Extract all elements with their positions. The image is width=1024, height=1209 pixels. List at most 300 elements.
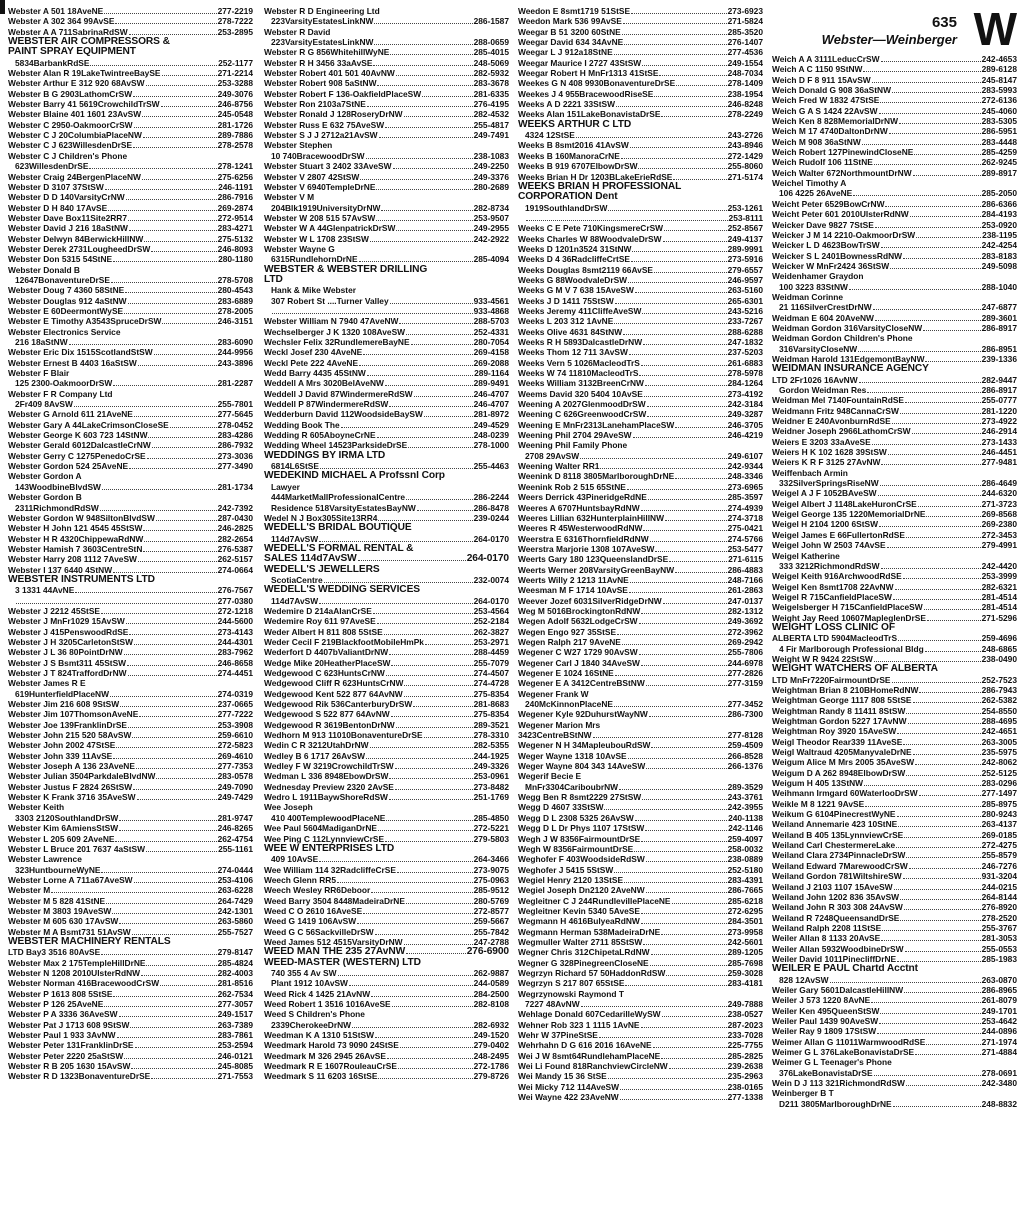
- dot-leader: [906, 1085, 981, 1086]
- listing-name: Weddell A Mrs 3020BelAveNW: [264, 378, 384, 389]
- dot-leader: [888, 454, 981, 455]
- dot-leader: [135, 1047, 217, 1048]
- listing-row: [772, 540, 1017, 550]
- listing-row: [772, 251, 1017, 261]
- listing-row: [772, 571, 1017, 581]
- listing-phone: 277-7353: [217, 761, 253, 772]
- dot-leader: [132, 934, 217, 935]
- listing-phone: 245-8085: [217, 1061, 253, 1072]
- listing-heading: [8, 47, 253, 57]
- listing-phone: 276-6900: [466, 947, 509, 958]
- listing-row: [772, 882, 1017, 892]
- listing-phone: 286-7665: [727, 885, 763, 896]
- listing-name: Wegener C W27 1729 90AvSW: [518, 647, 638, 658]
- dot-leader: [127, 665, 217, 666]
- listing-phone: 274-0444: [217, 864, 253, 875]
- listing-row: [264, 792, 509, 802]
- dot-leader: [134, 882, 217, 883]
- listing-name: Wegen Adolf 5632LodgeCrSW: [518, 616, 638, 627]
- dot-leader: [641, 365, 727, 366]
- listing-row: [264, 296, 509, 306]
- listing-name: Wedhorn M 913 11010BonaventureDrSE: [264, 730, 423, 741]
- listing-phone: 288-4459: [473, 647, 509, 658]
- listing-row: [8, 78, 253, 88]
- listing-row: [518, 16, 763, 26]
- listing-name: Wedro L 1911BaywShoreRdSW: [264, 792, 388, 803]
- listing-phone: 285-6218: [727, 895, 763, 906]
- listing-phone: 279-8147: [217, 947, 253, 958]
- listing-name: Weenink D 8118 3805MarlboroughDrNE: [518, 471, 675, 482]
- listing-name: 619HunterfieldPlaceNW: [15, 688, 110, 699]
- listing-name: Weiers E 3203 33aAveSE: [772, 436, 871, 447]
- dot-leader: [272, 313, 473, 314]
- listing-row: [772, 644, 1017, 654]
- listing-name: Webster R D 1323BonaventureDrSE: [8, 1071, 151, 1082]
- listing-phone: 286-6366: [981, 198, 1017, 209]
- listing-phone: 288-6288: [727, 326, 763, 337]
- listing-name: Weich A A 3111LeducCrSW: [772, 54, 880, 64]
- listing-phone: 289-6128: [981, 64, 1017, 75]
- dot-leader: [144, 541, 216, 542]
- listing-row: [772, 685, 1017, 695]
- listing-phone: 289-3601: [981, 312, 1017, 323]
- listing-name: Weidman Harold 131EdgemontBayNW: [772, 353, 925, 364]
- listing-phone: 282-5932: [473, 68, 509, 79]
- listing-row: [8, 378, 253, 388]
- dot-leader: [642, 65, 726, 66]
- listing-row: [264, 378, 509, 388]
- listing-phone: 255-8579: [981, 850, 1017, 861]
- listing-name: Wegner G 328PinegreenCloseNE: [518, 957, 649, 968]
- dot-leader: [629, 354, 727, 355]
- listing-row: [772, 706, 1017, 716]
- listing-name: Webster F Blair: [8, 368, 70, 379]
- listing-phone: 274-0319: [217, 688, 253, 699]
- dot-leader: [872, 444, 981, 445]
- listing-row: [518, 751, 763, 761]
- dot-leader: [146, 85, 217, 86]
- listing-name: Webster E 60DeermontWySE: [8, 305, 124, 316]
- dot-leader: [890, 268, 980, 269]
- listing-phone: 282-5355: [473, 740, 509, 751]
- listing-name: Wegg D L 2308 5325 26AvSW: [518, 812, 634, 823]
- listing-phone: 255-7079: [473, 657, 509, 668]
- listing-row: [264, 140, 509, 150]
- listing-name: 114d7AvSW: [271, 533, 319, 544]
- listing-name: Weening Phil 2704 29AveSW: [518, 430, 632, 441]
- dot-leader: [154, 354, 217, 355]
- listing-phone: 283-5305: [981, 116, 1017, 127]
- listing-phone: 255-1161: [218, 843, 253, 854]
- dot-leader: [908, 723, 981, 724]
- listing-phone: 277-5645: [217, 409, 253, 420]
- listing-name: WEBSTER MACHINERY RENTALS: [8, 936, 171, 947]
- dot-leader: [629, 592, 727, 593]
- listing-phone: 288-5703: [473, 316, 509, 327]
- dot-leader: [413, 706, 472, 707]
- listing-name: Wegmann Herman 538MadeiraDrNE: [518, 926, 661, 937]
- listing-name: Wegener Frank W: [518, 688, 589, 699]
- listing-row: [264, 896, 509, 906]
- dot-leader: [138, 561, 217, 562]
- listing-row: [8, 978, 253, 988]
- dot-leader: [639, 375, 726, 376]
- listing-name: Weightman Gordon 5227 17AvNW: [772, 716, 907, 726]
- listing-row: [772, 892, 1017, 902]
- listing-row: [264, 730, 509, 740]
- listing-heading: [264, 565, 509, 575]
- listing-name: Weeks Thom 12 711 3AvSW: [518, 347, 628, 358]
- listing-row: [518, 461, 763, 471]
- listing-name: Weicht Peter 601 2010UlsterRdNW: [772, 209, 909, 220]
- listing-phone: 253-1261: [727, 202, 763, 213]
- listing-row: [772, 375, 1017, 385]
- dot-leader: [600, 468, 726, 469]
- listing-phone: 253-5477: [727, 543, 763, 554]
- dot-leader: [124, 654, 217, 655]
- dot-leader: [366, 758, 473, 759]
- dot-leader: [654, 272, 727, 273]
- dot-leader: [404, 685, 472, 686]
- listing-phone: 286-7916: [217, 192, 253, 203]
- listing-row: [8, 606, 253, 616]
- listing-row: [518, 658, 763, 668]
- dot-leader: [881, 247, 981, 248]
- dot-leader: [115, 23, 216, 24]
- dot-leader: [144, 241, 216, 242]
- listing-name: Weerstra E 6316ThornfieldRdNW: [518, 533, 649, 544]
- dot-leader: [119, 1016, 217, 1017]
- listing-row: [772, 778, 1017, 788]
- listing-row: [264, 99, 509, 109]
- listing-name: Weimer Allan G 11011WarmwoodRdSE: [772, 1036, 926, 1047]
- listing-phone: 285-2050: [981, 188, 1017, 199]
- listing-name: Weight W R 9424 22StSW: [772, 653, 873, 664]
- listing-name: Wedley F W 3219CrowchildTrSW: [264, 761, 394, 772]
- listing-phone: 271-1974: [981, 1036, 1017, 1047]
- listing-phone: 283-6090: [217, 337, 253, 347]
- dot-leader: [106, 903, 216, 904]
- listing-row: [518, 1071, 763, 1081]
- listing-row: [518, 616, 763, 626]
- listing-row: [264, 575, 509, 585]
- listing-row: [772, 1026, 1017, 1036]
- dot-leader: [661, 934, 726, 935]
- listing-row: [264, 337, 509, 347]
- dot-leader: [386, 820, 472, 821]
- listing-name: Wedley B 6 1717 26AvSW: [264, 750, 366, 761]
- listing-name: Weichel Timothy A: [772, 178, 847, 189]
- listing-name: Weicker L D 4623BowTrSW: [772, 240, 880, 251]
- listing-phone: 252-5180: [727, 864, 763, 875]
- dot-leader: [647, 416, 726, 417]
- dot-leader: [124, 1058, 216, 1059]
- listing-row: [518, 1051, 763, 1061]
- listing-name: Weigum Alice M Mrs 2005 35AveSW: [772, 757, 915, 768]
- listing-name: Webster M: [8, 885, 51, 896]
- listing-phone: 244-4301: [217, 636, 253, 647]
- listing-name: Wedgewood Rik 536CanterburyDrSW: [264, 699, 413, 710]
- listing-name: Webster P 126 25AveNE: [8, 999, 104, 1009]
- dot-leader: [915, 1054, 980, 1055]
- listing-name: Webster Eric Dix 1515ScotlandStSW: [8, 347, 153, 358]
- listing-phone: 289-8917: [981, 167, 1017, 178]
- listing-phone: 281-6335: [473, 88, 509, 99]
- listing-name: Webster A 302 364 99AvSE: [8, 16, 115, 27]
- listing-row: [772, 178, 1017, 188]
- listing-name: Webster C J Children's Phone: [8, 150, 128, 161]
- listing-name: Webster Max 2 175TempleHillDrNE: [8, 957, 146, 968]
- listing-row: [518, 337, 763, 347]
- listing-phone: 259-4509: [727, 740, 763, 751]
- listing-phone: 279-0402: [473, 1040, 509, 1051]
- dot-leader: [148, 437, 216, 438]
- listing-row: [264, 658, 509, 668]
- listing-name: Weeks G M V 7 638 15AveSW: [518, 285, 634, 296]
- listing-row: [264, 358, 509, 368]
- listing-phone: 277-2219: [217, 6, 253, 16]
- listing-name: Weiler J 573 1220 8AvNE: [772, 995, 871, 1006]
- dot-leader: [146, 965, 216, 966]
- listing-name: Weddell P 87WindermereRdSW: [264, 399, 389, 410]
- dot-leader: [115, 841, 216, 842]
- listing-name: Webster G Arnold 611 21AveNE: [8, 409, 133, 420]
- listing-phone: 248-3346: [727, 471, 763, 482]
- listing-row: [518, 368, 763, 378]
- dot-leader: [913, 754, 981, 755]
- listing-name: Wegh J W 8356FairmountDrSE: [518, 833, 641, 844]
- listing-phone: 253-2971: [473, 636, 509, 647]
- listing-name: Weeks R H 5893DalcastleDrNW: [518, 337, 643, 347]
- listing-row: [772, 871, 1017, 881]
- listing-row: [8, 1051, 253, 1061]
- listing-name: Webster Ernest B 4403 16aStSW: [8, 357, 137, 368]
- listing-row: [518, 440, 763, 450]
- listing-row: [772, 209, 1017, 219]
- dot-leader: [117, 1037, 217, 1038]
- listing-row: [518, 937, 763, 947]
- listing-row: [518, 1020, 763, 1030]
- listing-phone: 285-3597: [727, 492, 763, 503]
- listing-row: [772, 530, 1017, 540]
- listing-row: [518, 534, 763, 544]
- listing-row: [264, 27, 509, 37]
- dot-leader: [385, 841, 473, 842]
- listing-name: Webster R H 3456 33aAvSE: [264, 57, 373, 68]
- listing-row: [8, 585, 253, 595]
- listing-name: Webster William N 7940 47AveNW: [264, 316, 399, 327]
- dot-leader: [593, 737, 727, 738]
- listing-row: [772, 1016, 1017, 1026]
- listing-phone: 282-9447: [981, 374, 1017, 385]
- listing-row: [518, 823, 763, 833]
- listing-phone: 285-3520: [727, 26, 763, 37]
- dot-leader: [373, 613, 473, 614]
- listing-name: Weed S Children's Phone: [264, 1009, 365, 1020]
- listing-phone: 248-2495: [473, 1050, 509, 1061]
- listing-name: Weiler Gary 5601DalcastleHillNW: [772, 984, 904, 995]
- listing-name: Weder Albert H 811 808 5StSE: [264, 626, 383, 637]
- listing-phone: 282-4003: [217, 967, 253, 978]
- listing-phone: 285-9512: [473, 885, 509, 896]
- listing-name: Weedmark S 11 6203 16StSE: [264, 1071, 378, 1082]
- listing-phone: 253-3908: [217, 719, 253, 730]
- listing-phone: 281-2287: [217, 378, 253, 389]
- listing-row: [264, 596, 509, 606]
- listing-row: [518, 813, 763, 823]
- listing-phone: 274-3718: [727, 512, 763, 523]
- listing-phone: 285-4850: [473, 812, 509, 823]
- listing-name: Hank & Mike Webster: [271, 285, 357, 296]
- dot-leader: [170, 427, 217, 428]
- listing-phone: 247-2788: [473, 936, 509, 947]
- listing-phone: 264-0170: [473, 595, 509, 606]
- listing-name: Weiler Ken 495QueenStSW: [772, 1005, 880, 1016]
- listing-row: [518, 523, 763, 533]
- listing-name: SALES 114d7AvSW: [264, 554, 357, 565]
- listing-name: Webster Dave Box11Site2RR7: [8, 212, 128, 223]
- listing-name: Weeks Jeremy 411CliffeAveSW: [518, 305, 642, 316]
- listing-row: [8, 1061, 253, 1071]
- listing-row: [8, 958, 253, 968]
- listing-name: Weed G 1419 106AvSW: [264, 916, 357, 927]
- listing-name: Weigl Theodor Rear339 11AveSE: [772, 736, 903, 747]
- listing-row: [518, 275, 763, 285]
- listing-name: Wehrhahn D G 616 2016 16AveNE: [518, 1040, 652, 1051]
- listing-phone: 286-4649: [981, 478, 1017, 489]
- listing-name: Weiland Annemarie 423 10StNE: [772, 819, 898, 830]
- listing-row: [772, 457, 1017, 467]
- dot-leader: [647, 406, 727, 407]
- listing-row: [8, 1030, 253, 1040]
- listing-phone: 242-3184: [727, 399, 763, 410]
- listing-phone: 282-6321: [981, 581, 1017, 592]
- listing-row: [518, 782, 763, 792]
- listing-phone: 269-2380: [981, 519, 1017, 530]
- listing-name: Weddell J David 87WindermereRdSW: [264, 388, 413, 399]
- listing-phone: 249-5098: [981, 260, 1017, 271]
- listing-row: [772, 1057, 1017, 1067]
- listing-phone: 243-5216: [727, 305, 763, 316]
- listing-name: Weech Glenn RR5: [264, 874, 336, 885]
- listing-name: 100 3223 83StNW: [779, 281, 848, 292]
- dot-leader: [638, 168, 726, 169]
- listing-row: [772, 95, 1017, 105]
- listing-phone: 262-5157: [217, 554, 253, 565]
- dot-leader: [389, 406, 472, 407]
- listing-name: Webster Douglas 912 4aStNW: [8, 295, 127, 306]
- listing-phone: 253-3999: [981, 571, 1017, 582]
- dot-leader: [899, 123, 981, 124]
- listing-name: Wedding Wheel 14523ParksideDrSE: [264, 440, 408, 451]
- dot-leader: [357, 923, 472, 924]
- page-range: Webster—Weinberger: [821, 32, 957, 47]
- listing-name: Weerts Willy 2 1213 11AvNE: [518, 574, 629, 585]
- listing-phone: 288-1040: [981, 281, 1017, 292]
- listing-name: Weich M 908 36aStNW: [772, 136, 861, 147]
- dot-leader: [881, 568, 981, 569]
- listing-phone: 253-3288: [217, 78, 253, 89]
- dot-leader: [126, 623, 217, 624]
- listing-phone: 249-3692: [727, 616, 763, 627]
- listing-row: [264, 699, 509, 709]
- listing-name: Weight Jay Reed 10607MapleglenDrSE: [772, 612, 926, 623]
- dot-leader: [51, 892, 216, 893]
- listing-row: [518, 513, 763, 523]
- listing-phone: 246-2825: [217, 523, 253, 534]
- listing-phone: 263-5860: [217, 916, 253, 927]
- dot-leader: [915, 764, 980, 765]
- listing-name: 444MarketMallProfessionalCentre: [271, 492, 406, 503]
- listing-phone: 262-7534: [217, 988, 253, 999]
- dot-leader: [895, 589, 981, 590]
- listing-row: [518, 68, 763, 78]
- listing-phone: 281-8683: [473, 699, 509, 710]
- listing-name: Wegrzyn Richard 57 50HaddonRdSW: [518, 967, 666, 978]
- dot-leader: [580, 458, 726, 459]
- listing-phone: 261-8079: [981, 995, 1017, 1006]
- listing-name: Gordon Weidman Res: [779, 385, 867, 395]
- listing-phone: 278-1000: [473, 440, 509, 451]
- listing-name: Webster Jim 107ThomsonAveNE: [8, 709, 139, 720]
- listing-phone: 282-4532: [473, 109, 509, 120]
- dot-leader: [897, 816, 981, 817]
- dot-leader: [875, 320, 981, 321]
- listing-row: [772, 282, 1017, 292]
- listing-phone: 249-1701: [981, 1005, 1017, 1016]
- listing-phone: 271-3723: [981, 498, 1017, 509]
- listing-phone: 277-3159: [727, 678, 763, 689]
- listing-row: [518, 347, 763, 357]
- listing-name: 10 740BracewoodDrSW: [271, 150, 365, 161]
- listing-phone: 264-8144: [981, 891, 1017, 902]
- listing-row: [8, 865, 253, 875]
- dot-leader: [663, 603, 727, 604]
- listing-row: [8, 999, 253, 1009]
- dot-leader: [581, 1006, 727, 1007]
- dot-leader: [130, 1027, 216, 1028]
- dot-leader: [143, 551, 216, 552]
- dot-leader: [376, 189, 472, 190]
- listing-row: [8, 596, 253, 606]
- listing-phone: 287-2023: [727, 1019, 763, 1030]
- listing-name: 223VarsityEstatesLinkNW: [271, 37, 374, 48]
- listing-name: Weiffenbach Armin: [772, 467, 848, 478]
- dot-leader: [875, 227, 981, 228]
- listing-phone: 264-3466: [473, 854, 509, 865]
- listing-phone: 286-5951: [981, 126, 1017, 137]
- listing-row: [518, 1009, 763, 1019]
- listing-phone: 280-9243: [981, 809, 1017, 820]
- listing-name: Wederfort D 4407bValiantDrNW: [264, 647, 389, 658]
- dot-leader: [913, 702, 981, 703]
- listing-name: Webster Delwyn 84BerwickHillNW: [8, 233, 144, 244]
- listing-name: Weckl Josef 230 4AveNE: [264, 347, 363, 358]
- listing-phone: 249-7491: [473, 130, 509, 141]
- listing-row: [518, 161, 763, 171]
- dot-leader: [337, 882, 473, 883]
- listing-name: Wehlage Donald 607CedarilleWySW: [518, 1009, 661, 1020]
- listing-phone: 259-4696: [981, 633, 1017, 644]
- dot-leader: [414, 396, 473, 397]
- listing-row: [518, 378, 763, 388]
- listing-name: Weimer G L 376LakeBonavistaDrSE: [772, 1047, 915, 1057]
- listing-name: Webster John 215 520 58AvSW: [8, 730, 132, 741]
- listing-name: 376LakeBonavistaDrSE: [779, 1067, 873, 1078]
- listing-phone: 243-3896: [217, 357, 253, 368]
- listing-row: [264, 875, 509, 885]
- dot-leader: [129, 468, 217, 469]
